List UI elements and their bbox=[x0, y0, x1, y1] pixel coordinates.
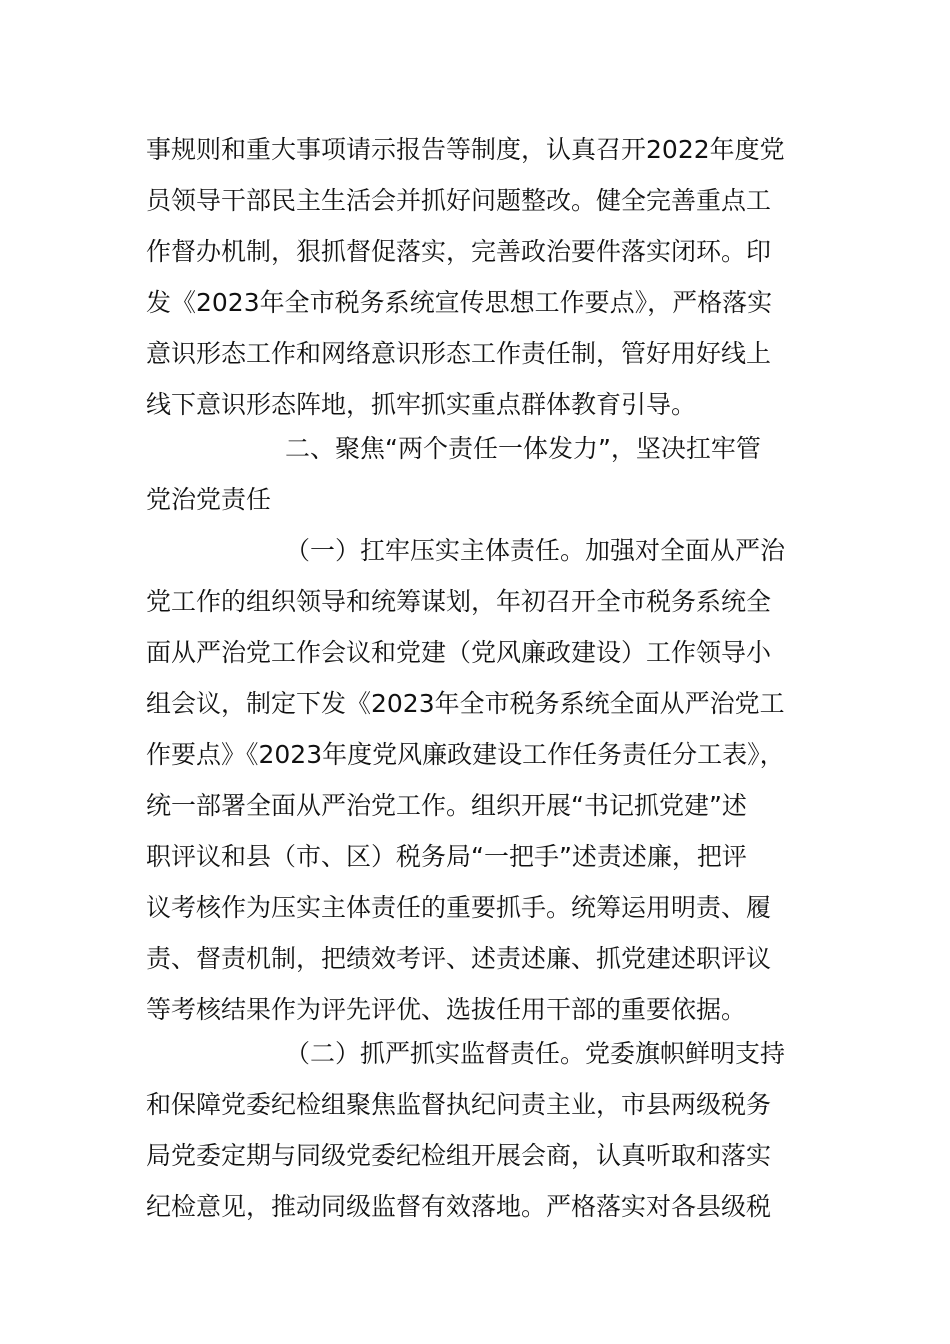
text-line: 局党委定期与同级党委纪检组开展会商，认真听取和落实 bbox=[146, 1141, 772, 1170]
text-line: 面从严治党工作会议和党建（党风廉政建设）工作领导小 bbox=[146, 638, 772, 667]
text-line: 责、督责机制，把绩效考评、述责述廉、抓党建述职评议 bbox=[146, 944, 772, 973]
text-line: 发《2023年全市税务系统宣传思想工作要点》，严格落实 bbox=[146, 288, 773, 317]
subsection-heading: （一）扛牢压实主体责任。加强对全面从严治 bbox=[285, 536, 786, 565]
text-line: 线下意识形态阵地，抓牢抓实重点群体教育引导。 bbox=[146, 390, 697, 419]
section-heading-continued: 党治党责任 bbox=[146, 485, 272, 514]
section-heading: 二、聚焦“两个责任一体发力”，坚决扛牢管 bbox=[285, 434, 761, 463]
text-line: 事规则和重大事项请示报告等制度，认真召开2022年度党 bbox=[146, 135, 785, 164]
text-line: 意识形态工作和网络意识形态工作责任制，管好用好线上 bbox=[146, 339, 772, 368]
text-line: 等考核结果作为评先评优、选拔任用干部的重要依据。 bbox=[146, 995, 747, 1024]
text-line: 作要点》《2023年度党风廉政建设工作任务责任分工表》， bbox=[146, 740, 785, 769]
text-line: 和保障党委纪检组聚焦监督执纪问责主业，市县两级税务 bbox=[146, 1090, 772, 1119]
text-line: 职评议和县（市、区）税务局“一把手”述责述廉，把评 bbox=[146, 842, 747, 871]
subsection-heading: （二）抓严抓实监督责任。党委旗帜鲜明支持 bbox=[285, 1039, 786, 1068]
text-line: 组会议，制定下发《2023年全市税务系统全面从严治党工 bbox=[146, 689, 785, 718]
text-line: 员领导干部民主生活会并抓好问题整改。健全完善重点工 bbox=[146, 186, 772, 215]
text-line: 党工作的组织领导和统筹谋划，年初召开全市税务系统全 bbox=[146, 587, 772, 616]
text-line: 作督办机制，狠抓督促落实，完善政治要件落实闭环。印 bbox=[146, 237, 772, 266]
text-line: 议考核作为压实主体责任的重要抓手。统筹运用明责、履 bbox=[146, 893, 772, 922]
text-line: 统一部署全面从严治党工作。组织开展“书记抓党建”述 bbox=[146, 791, 747, 820]
text-line: 纪检意见，推动同级监督有效落地。严格落实对各县级税 bbox=[146, 1192, 772, 1221]
